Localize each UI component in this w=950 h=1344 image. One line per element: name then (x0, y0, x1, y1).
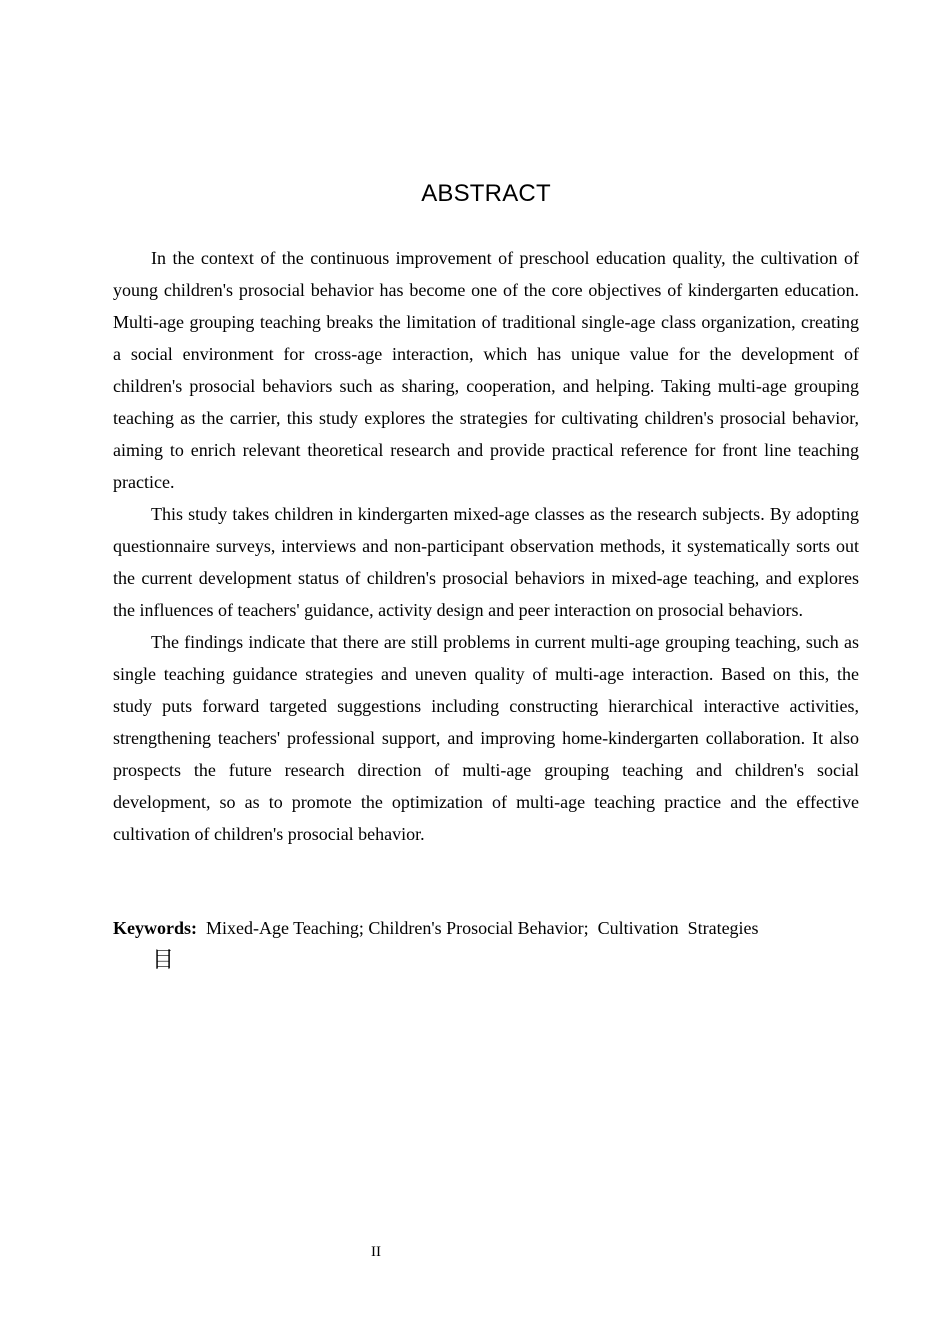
keywords-text: Mixed-Age Teaching; Children's Prosocial Behavior; Cultivation Strategies (197, 918, 759, 938)
abstract-paragraph-1: In the context of the continuous improvement of preschool education quality, the cultivation of young children's prosocial behavior has become one of the core objectives of kindergarten education. Multi-age grouping teaching breaks the limitation of traditional single-age class organization, creating a social environment for cross-age interaction, which has unique value for the development of children's prosocial behaviors such as sharing, cooperation, and helping. Taking multi-age grouping teaching as the carrier, this study explores the strategies for cultivating children's prosocial behavior, aiming to enrich relevant theoretical research and provide practical reference for front line teaching practice. (113, 248, 859, 492)
abstract-paragraph-2: This study takes children in kindergarten mixed-age classes as the research subjects. By adopting questionnaire surveys, interviews and non-participant observation methods, it systematically sorts out the current development status of children's prosocial behaviors in mixed-age teaching, and explores the influences of teachers' guidance, activity design and peer interaction on prosocial behaviors. (113, 504, 859, 620)
abstract-paragraph-3: The findings indicate that there are still problems in current multi-age grouping teaching, such as single teaching guidance strategies and uneven quality of multi-age interaction. Based on this, the study puts forward targeted suggestions including constructing hierarchical interactive activities, strengthening teachers' professional support, and improving home-kindergarten collaboration. It also prospects the future research direction of multi-age grouping teaching and children's social development, so as to promote the optimization of multi-age teaching practice and the effective cultivation of children's prosocial behavior. (113, 632, 859, 844)
page-number: II (371, 1244, 381, 1260)
abstract-body (113, 242, 859, 850)
abstract-title: ABSTRACT (421, 180, 551, 207)
keywords-label: Keywords: (113, 918, 197, 938)
keywords-line (113, 912, 873, 944)
toc-heading-fragment: 目 (152, 948, 175, 973)
